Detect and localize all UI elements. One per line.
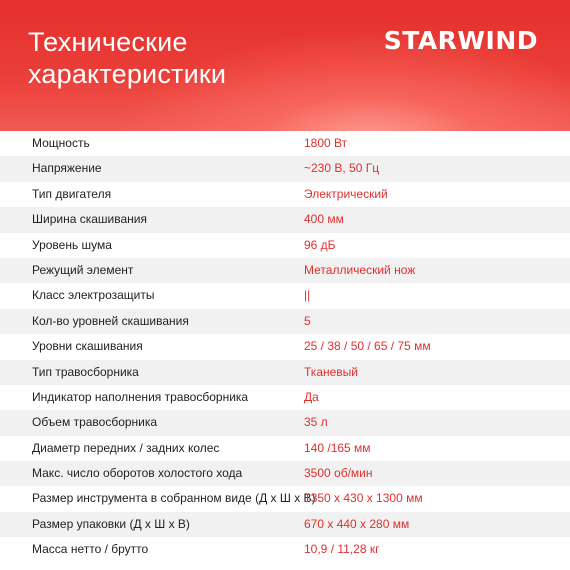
spec-row <box>0 385 570 410</box>
spec-label: Размер упаковки (Д х Ш х В) <box>32 516 190 531</box>
spec-row <box>0 182 570 207</box>
spec-label: Уровень шума <box>32 237 112 252</box>
spec-row <box>0 131 570 156</box>
spec-label: Индикатор наполнения травосборника <box>32 389 249 404</box>
spec-row <box>0 309 570 334</box>
spec-label: Класс электрозащиты <box>32 288 155 303</box>
spec-label: Объем травосборника <box>32 415 158 430</box>
spec-label: Напряжение <box>32 161 102 176</box>
spec-row <box>0 233 570 258</box>
spec-label: Кол-во уровней скашивания <box>32 313 189 328</box>
spec-label: Тип двигателя <box>32 186 112 201</box>
spec-row <box>0 283 570 308</box>
spec-row <box>0 156 570 181</box>
spec-label: Ширина скашивания <box>32 212 147 227</box>
specs-table <box>0 131 570 563</box>
spec-value: || <box>304 288 311 303</box>
spec-row <box>0 461 570 486</box>
spec-value: 1800 Вт <box>304 136 348 150</box>
spec-value: 400 мм <box>304 212 344 227</box>
spec-value: 5 <box>304 313 311 328</box>
spec-value: 35 л <box>304 415 328 430</box>
spec-row <box>0 410 570 435</box>
spec-row <box>0 207 570 232</box>
spec-row <box>0 258 570 283</box>
spec-row <box>0 537 570 562</box>
spec-value: Да <box>304 389 319 404</box>
brand-logo: STARWIND <box>383 26 538 55</box>
spec-value: 10,9 / 11,28 кг <box>304 542 380 557</box>
spec-row <box>0 436 570 461</box>
page-title <box>28 26 226 90</box>
spec-value: 670 х 440 х 280 мм <box>304 516 410 531</box>
spec-label: Тип травосборника <box>32 364 139 379</box>
spec-value: 3500 об/мин <box>304 466 373 481</box>
spec-label: Мощность <box>32 136 90 150</box>
spec-value: Электрический <box>304 186 388 201</box>
spec-row <box>0 486 570 511</box>
spec-value: Тканевый <box>304 364 358 379</box>
spec-label: Масса нетто / брутто <box>32 542 149 557</box>
spec-row <box>0 512 570 537</box>
page-title-line-2: характеристики <box>28 59 227 89</box>
spec-label: Диаметр передних / задних колес <box>32 440 220 455</box>
spec-value: Металлический нож <box>304 262 416 277</box>
spec-value: 1350 х 430 х 1300 мм <box>304 491 423 506</box>
spec-label: Уровни скашивания <box>32 339 143 354</box>
spec-value: ~230 В, 50 Гц <box>304 161 380 176</box>
spec-label: Размер инструмента в собранном виде (Д х Ш х В) <box>32 491 316 506</box>
spec-row <box>0 334 570 359</box>
spec-value: 25 / 38 / 50 / 65 / 75 мм <box>304 339 431 354</box>
page-title-line-1: Технические <box>28 27 188 57</box>
spec-label: Режущий элемент <box>32 262 134 277</box>
spec-row <box>0 360 570 385</box>
spec-value: 96 дБ <box>304 237 336 252</box>
spec-value: 140 /165 мм <box>304 440 371 455</box>
spec-label: Макс. число оборотов холостого хода <box>32 466 243 481</box>
header-banner <box>0 0 570 131</box>
